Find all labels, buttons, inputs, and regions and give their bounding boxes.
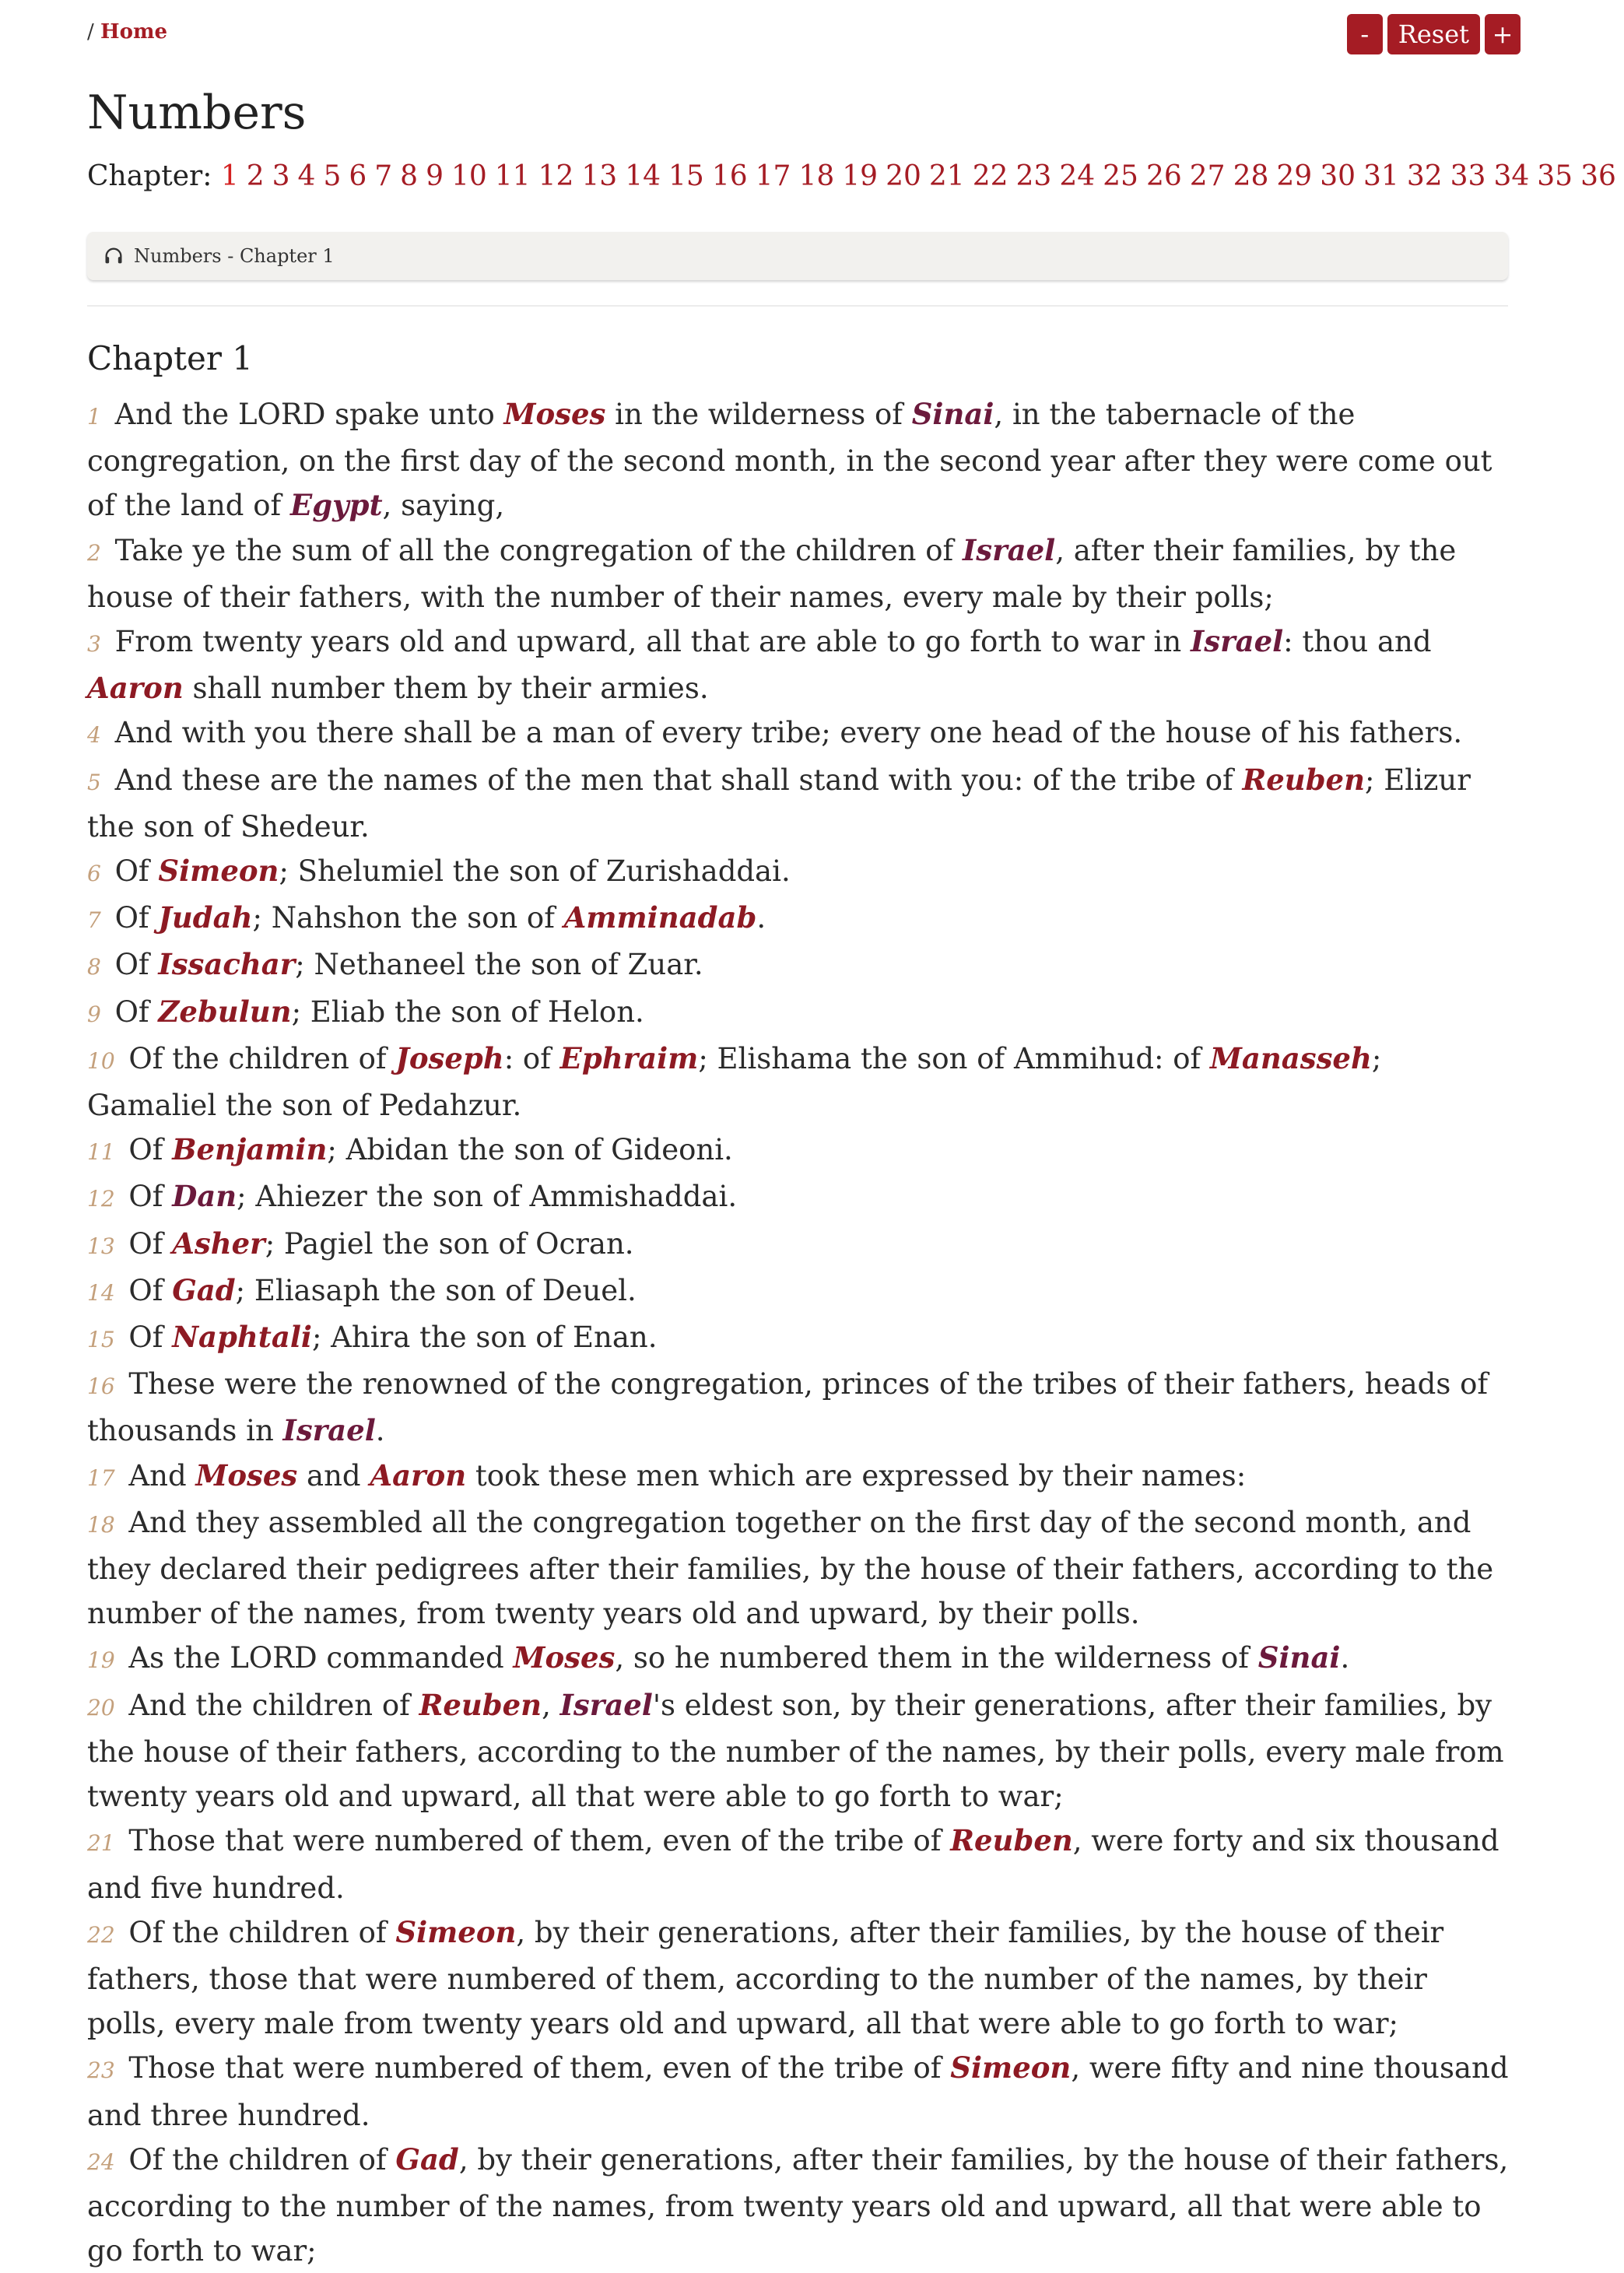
verse-text: , saying, [382, 489, 505, 523]
verse-number: 17 [87, 1464, 115, 1491]
verse [87, 2138, 1511, 2273]
person-name: Moses [503, 397, 606, 431]
person-name: Simeon [950, 2050, 1072, 2085]
verse-number: 23 [87, 2057, 115, 2084]
chapter-link-26[interactable]: 26 [1145, 160, 1182, 192]
chapter-link-20[interactable]: 20 [886, 160, 921, 192]
verse-text: Of the children of [119, 1041, 396, 1075]
verse-text: Of [119, 1180, 173, 1214]
person-name: Judah [158, 900, 253, 935]
person-name: Israel [963, 532, 1056, 567]
verse-text: And [119, 1458, 196, 1493]
verse-number: 9 [87, 1001, 101, 1027]
person-name: Gad [172, 1272, 236, 1307]
audio-player[interactable] [87, 232, 1508, 280]
chapter-heading: Chapter 1 [87, 339, 253, 377]
verse-number: 24 [87, 2148, 115, 2175]
verse-text: Of [119, 1133, 173, 1167]
verse-text: And the LORD spake unto [105, 398, 504, 431]
verse-text: . [756, 901, 766, 935]
verse [87, 619, 1511, 710]
person-name: Aaron [370, 1457, 467, 1493]
verse-text: in the wilderness of [605, 398, 912, 431]
verse-text: From twenty years old and upward, all that are able to go forth to war in [105, 625, 1191, 659]
verse-number: 2 [87, 539, 101, 566]
verse [87, 2046, 1511, 2137]
verse [87, 1910, 1511, 2047]
verse-text: ; Eliasaph the son of Deuel. [235, 1273, 637, 1307]
verse-text: : of [503, 1041, 560, 1075]
verse-text: Those that were numbered of them, even of the tribe of [119, 1824, 951, 1858]
person-name: Zebulun [158, 994, 292, 1029]
chapter-link-29[interactable]: 29 [1276, 160, 1313, 192]
zoom-reset-button[interactable]: Reset [1387, 14, 1480, 54]
person-name: Naphtali [172, 1320, 312, 1355]
verse [87, 849, 1511, 896]
person-name: Issachar [158, 947, 296, 982]
chapter-link-15[interactable]: 15 [668, 160, 704, 192]
breadcrumb [87, 20, 167, 44]
verse [87, 710, 1511, 757]
verse-number: 3 [87, 631, 101, 658]
verse-number: 22 [87, 1921, 115, 1948]
verse-number: 10 [87, 1047, 115, 1074]
chapter-link-12[interactable]: 12 [538, 160, 574, 192]
chapter-link-3[interactable]: 3 [272, 160, 290, 192]
chapter-link-18[interactable]: 18 [798, 160, 835, 192]
verse-text: . [1340, 1641, 1350, 1675]
person-name: Moses [513, 1640, 616, 1675]
chapter-links [221, 160, 1624, 192]
zoom-in-button[interactable]: + [1485, 14, 1521, 54]
verse-number: 11 [87, 1139, 115, 1166]
chapter-link-32[interactable]: 32 [1406, 160, 1443, 192]
verse [87, 1819, 1511, 1910]
person-name: Sinai [1257, 1640, 1341, 1675]
verse-text: . [375, 1414, 385, 1448]
verse-number: 14 [87, 1279, 115, 1306]
person-name: Israel [559, 1687, 653, 1722]
verse-text: ; Gamaliel the son of Pedahzur. [87, 1041, 1382, 1123]
verse-text: ; Nahshon the son of [252, 901, 564, 935]
person-name: Ephraim [559, 1040, 699, 1075]
verse-text: ; Elishama the son of Ammihud: of [698, 1041, 1210, 1075]
verse-text: ; Nethaneel the son of Zuar. [295, 948, 703, 982]
verse-number: 6 [87, 861, 101, 887]
verse-text: And the children of [119, 1688, 419, 1722]
verse [87, 758, 1511, 849]
verse-text: , by their generations, after their families, by the house of their fathers, according to the number of the names, from twenty years old and upward, all that were able to go forth to war; [87, 2142, 1509, 2268]
verse [87, 1683, 1511, 1819]
verse-text: , [542, 1688, 560, 1722]
verse-text: took these men which are expressed by their names: [466, 1458, 1247, 1493]
verse-number: 7 [87, 907, 101, 934]
chapter-link-23[interactable]: 23 [1015, 160, 1052, 192]
verse-text: Of [119, 1321, 173, 1355]
verse [87, 1037, 1511, 1128]
chapter-link-33[interactable]: 33 [1450, 160, 1486, 192]
verse-text: , in the tabernacle of the congregation, on the first day of the second month, in the second year after they were come out of the land of [87, 398, 1492, 523]
verse-text: Of [119, 1273, 173, 1307]
verse-text: Of [105, 901, 159, 935]
chapter-link-8[interactable]: 8 [400, 160, 419, 192]
person-name: Egypt [290, 488, 383, 523]
verse [87, 942, 1511, 989]
verse [87, 1315, 1511, 1362]
verse-number: 18 [87, 1511, 115, 1538]
verse-text: shall number them by their armies. [183, 672, 709, 706]
person-name: Aaron [87, 671, 184, 706]
chapter-link-28[interactable]: 28 [1233, 160, 1269, 192]
verse-text: And with you there shall be a man of every tribe; every one head of the house of his fathers. [105, 716, 1463, 750]
verse-list [87, 392, 1511, 2273]
chapter-link-19[interactable]: 19 [842, 160, 879, 192]
verse-text: ; Ahira the son of Enan. [311, 1321, 658, 1355]
verse-text: As the LORD commanded [119, 1641, 514, 1675]
chapter-link-10[interactable]: 10 [451, 160, 487, 192]
person-name: Simeon [395, 1914, 517, 1949]
verse-text: 's eldest son, by their generations, after their families, by the house of their fathers, according to the number of the names, by their polls, every male from twenty years old and upward, all that were able to go forth to war; [87, 1688, 1504, 1814]
zoom-out-button[interactable]: - [1347, 14, 1383, 54]
verse-text: ; Ahiezer the son of Ammishaddai. [237, 1180, 738, 1214]
verse-text: , after their families, by the house of their fathers, with the number of their names, every male by their polls; [87, 533, 1457, 614]
verse [87, 1268, 1511, 1315]
verse-text: Take ye the sum of all the congregation of the children of [105, 533, 963, 567]
chapter-link-24[interactable]: 24 [1059, 160, 1096, 192]
verse-text: Of the children of [119, 1915, 396, 1949]
chapter-link-4[interactable]: 4 [297, 160, 316, 192]
verse-number: 21 [87, 1830, 115, 1857]
chapter-link-13[interactable]: 13 [581, 160, 618, 192]
verse-text: Of [105, 948, 159, 982]
verse-text: , were forty and six thousand and five hundred. [87, 1824, 1499, 1905]
chapter-link-2[interactable]: 2 [246, 160, 265, 192]
chapter-link-27[interactable]: 27 [1189, 160, 1226, 192]
verse-text: And they assembled all the congregation together on the first day of the second month, and they declared their pedigrees after their families, by the house of their fathers, according to the number of the names, from twenty years old and upward, by their polls. [87, 1505, 1494, 1631]
verse-number: 13 [87, 1233, 115, 1259]
verse-number: 20 [87, 1694, 115, 1721]
verse [87, 1362, 1511, 1453]
chapter-link-17[interactable]: 17 [755, 160, 791, 192]
chapter-link-22[interactable]: 22 [972, 160, 1008, 192]
verse-number: 1 [87, 404, 101, 430]
chapter-link-36[interactable]: 36 [1580, 160, 1616, 192]
verse [87, 896, 1511, 942]
chapter-link-14[interactable]: 14 [625, 160, 661, 192]
chapter-link-9[interactable]: 9 [426, 160, 444, 192]
verse-text: , were fifty and nine thousand and three hundred. [87, 2051, 1509, 2132]
verse-text: Of [105, 994, 159, 1029]
person-name: Simeon [158, 854, 279, 889]
verse-number: 16 [87, 1373, 115, 1400]
verse-text: , by their generations, after their families, by the house of their fathers, those that were numbered of them, according to the number of the names, by their polls, every male from twenty years old and upward, all that were able to go forth to war; [87, 1915, 1444, 2041]
verse-text: ; Elizur the son of Shedeur. [87, 763, 1471, 844]
person-name: Reuben [950, 1823, 1073, 1858]
verse-text: Those that were numbered of them, even of the tribe of [119, 2051, 951, 2085]
verse-number: 4 [87, 722, 101, 749]
breadcrumb-separator: / [87, 20, 94, 44]
chapter-link-31[interactable]: 31 [1363, 160, 1399, 192]
verse-text: Of [105, 854, 159, 889]
verse-text: , so he numbered them in the wilderness of [615, 1641, 1258, 1675]
verse-text: and [297, 1458, 370, 1493]
verse-text: Of the children of [119, 2142, 396, 2177]
verse-text: : thou and [1283, 625, 1432, 659]
person-name: Israel [1190, 624, 1284, 659]
headphones-icon [103, 245, 125, 267]
person-name: Joseph [395, 1040, 504, 1075]
chapter-link-7[interactable]: 7 [374, 160, 393, 192]
verse [87, 990, 1511, 1037]
zoom-controls [1347, 14, 1521, 54]
person-name: Benjamin [172, 1132, 328, 1167]
person-name: Israel [282, 1413, 376, 1448]
verse [87, 528, 1511, 619]
verse [87, 392, 1511, 528]
verse-text: These were the renowned of the congregation, princes of the tribes of their fathers, heads of thousands in [87, 1367, 1489, 1448]
verse-text: ; Pagiel the son of Ocran. [265, 1226, 634, 1261]
chapter-link-11[interactable]: 11 [494, 160, 531, 192]
verse-number: 12 [87, 1186, 115, 1212]
person-name: Sinai [911, 397, 994, 431]
verse-text: And these are the names of the men that shall stand with you: of the tribe of [105, 763, 1243, 797]
chapter-link-25[interactable]: 25 [1103, 160, 1138, 192]
verse [87, 1636, 1511, 1682]
person-name: Reuben [419, 1687, 542, 1722]
chapter-link-34[interactable]: 34 [1493, 160, 1530, 192]
verse [87, 1454, 1511, 1500]
verse [87, 1222, 1511, 1268]
verse-text: ; Shelumiel the son of Zurishaddai. [279, 854, 791, 889]
chapter-link-30[interactable]: 30 [1320, 160, 1356, 192]
verse [87, 1128, 1511, 1174]
verse-text: Of [119, 1226, 173, 1261]
person-name: Amminadab [563, 900, 757, 935]
person-name: Manasseh [1209, 1040, 1372, 1075]
divider [87, 305, 1508, 307]
person-name: Dan [172, 1179, 237, 1214]
chapter-nav [87, 160, 1624, 192]
chapter-link-16[interactable]: 16 [711, 160, 748, 192]
breadcrumb-home-link[interactable]: Home [100, 20, 167, 44]
verse-number: 5 [87, 769, 101, 795]
verse [87, 1174, 1511, 1221]
chapter-link-5[interactable]: 5 [323, 160, 342, 192]
person-name: Reuben [1242, 762, 1366, 797]
chapter-link-21[interactable]: 21 [928, 160, 965, 192]
verse-number: 15 [87, 1327, 115, 1353]
verse-text: ; Abidan the son of Gideoni. [327, 1133, 733, 1167]
person-name: Gad [395, 2141, 459, 2177]
verse-text: ; Eliab the son of Helon. [291, 994, 644, 1029]
chapter-nav-label: Chapter: [87, 160, 212, 192]
person-name: Asher [172, 1226, 265, 1261]
verse [87, 1500, 1511, 1636]
chapter-link-1[interactable]: 1 [220, 160, 239, 192]
chapter-link-6[interactable]: 6 [349, 160, 367, 192]
verse-number: 19 [87, 1647, 115, 1674]
chapter-link-35[interactable]: 35 [1537, 160, 1573, 192]
page-title: Numbers [87, 86, 307, 140]
verse-number: 8 [87, 954, 101, 980]
audio-label: Numbers - Chapter 1 [134, 245, 335, 267]
person-name: Moses [195, 1457, 298, 1493]
